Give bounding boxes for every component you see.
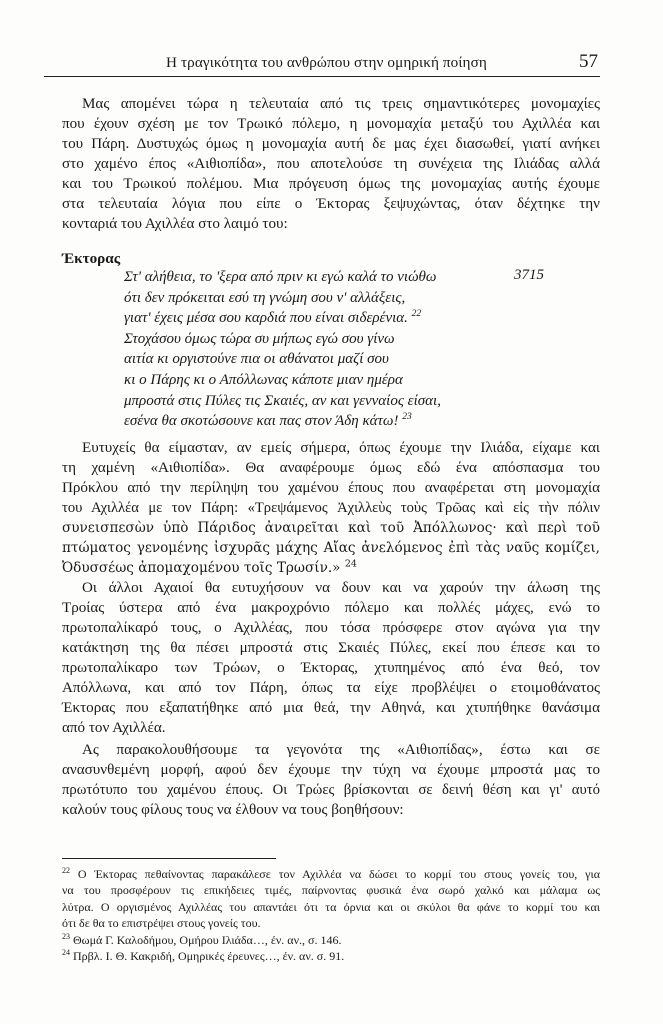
text-line: Ευτυχείς θα είμασταν, αν εμείς σήμερα, όπως έχουμε την Ιλιάδα, είχαμε και xyxy=(82,440,600,456)
footnote-23: $^{23}$ Θωμά Γ. Καλοδήμου, Ομήρου Ιλιάδα…, έν. αν., σ. 146. xyxy=(62,931,342,947)
verse-block xyxy=(124,267,564,432)
text-line: του Πάρη. Δυστυχώς όμως η μονομαχία αυτή δε μας έχει διασωθεί, γιατί ανήκει xyxy=(62,136,600,152)
text-line: κονταριά του Αχιλλέα στο λαιμό του: xyxy=(62,216,288,232)
text-line: κατάκτηση της θα πέσει μπροστά στις Σκαιές Πύλες, εκεί που έπεσε και το xyxy=(62,640,600,656)
text-line: στα τελευταία λόγια που είπε ο Έκτορας ξεψυχώντας, όταν δέχτηκε την xyxy=(62,196,600,212)
paragraph-intro xyxy=(62,94,600,234)
running-title: Η τραγικότητα του ανθρώπου στην ομηρική ποίηση xyxy=(166,54,487,71)
greek-quote-line: συνεισπεσὼν ὑπὸ Πάριδος ἀναιρεῖται καὶ τοῦ Ἀπόλλωνος· καὶ περὶ τοῦ xyxy=(62,520,600,536)
verse-line: αιτία κι οργιστούνε πια οι αθάνατοι μαζί σου xyxy=(124,351,389,368)
speaker-name: Έκτορας xyxy=(62,250,121,267)
footnote-24: $^{24}$ Πρβλ. Ι. Θ. Κακριδή, Ομηρικές έρευνες…, έν. αν. σ. 91. xyxy=(62,948,345,964)
text-line: που έχουν σχέση με τον Τρωικό πόλεμο, η μονομαχία μεταξύ του Αχιλλέα και xyxy=(62,116,600,132)
verse-line: μπροστά στις Πύλες τις Σκαιές, αν και γενναίος είσαι, xyxy=(124,392,441,409)
paragraph-aethiopis xyxy=(62,740,600,820)
text-line: Πρόκλου από την περίληψη του χαμένου έπους που αναφέρεται στη μονομαχία xyxy=(62,480,600,496)
footnote-ref: 23 xyxy=(402,412,412,423)
text-line: πρωτότυπο του χαμένου έπους. Οι Τρώες βρίσκονται σε δεινή θέση και γι' αυτό xyxy=(62,782,600,798)
text-line: Τροίας ύστερα από ένα μακροχρόνιο πόλεμο και πολλές μάχες, ενώ το xyxy=(62,600,600,616)
running-header xyxy=(44,50,600,77)
text-line: Μας απομένει τώρα η τελευταία από τις τρεις σημαντικότερες μονομαχίες xyxy=(82,96,600,112)
text-line: στο χαμένο έπος «Αιθιοπίδα», που αποτελούσε τη συνέχεια της Ιλιάδας αλλά xyxy=(62,156,600,172)
paragraph-achaeans xyxy=(62,578,600,738)
text-line: του Αχιλλέα με τον Πάρη: «Τρεψάμενος Ἀχιλλεὺς τοὺς Τρῶας καὶ εἰς τὴν πόλιν xyxy=(62,500,600,516)
footnotes xyxy=(62,866,600,964)
verse-line: κι ο Πάρης κι ο Απόλλωνας κάποτε μιαν ημέρα xyxy=(124,371,403,388)
text-line: πρωτοπαλίκαρο των Τρώων, ο Έκτορας, χτυπημένος από ένα θεό, τον xyxy=(62,660,600,676)
verse-line: Στοχάσου όμως τώρα συ μήπως εγώ σου γίνω xyxy=(124,330,395,347)
footnote-line: να του προσφέρουν τις επικήδειες τιμές, παίρνοντας φυσικά ένα σωρό χαλκό και μάλαμα ως xyxy=(62,883,600,898)
text-line: Απόλλωνα, και από τον Πάρη, όπως τα είχε προβλέψει ο ετοιμοθάνατος xyxy=(62,680,600,696)
text-line: τη χαμένη «Αιθιοπίδα». Θα αναφέρουμε όμως εδώ ένα απόσπασμα του xyxy=(62,460,600,476)
footnote-line: λύτρα. Ο οργισμένος Αχιλλέας του απαντάει ότι τα όρνια και οι σκύλοι θα φάνε το κορμί του και xyxy=(62,899,600,914)
text-line: πρωτοπαλίκαρό τους, ο Αχιλλέας, που τόσα πρόσφερε στον αγώνα για την xyxy=(62,620,600,636)
footnote-line: ότι δε θα το επιστρέψει στους γονείς του. xyxy=(62,916,261,931)
greek-quote-line: πτώματος γενομένης ἰσχυρᾶς μάχης Αἴας ἀνελόμενος ἐπὶ τὰς ναῦς κομίζει, xyxy=(62,540,600,556)
page-number: 57 xyxy=(579,51,598,72)
paragraph-proclus xyxy=(62,438,600,578)
text-line: Ας παρακολουθήσουμε τα γεγονότα της «Αιθιοπίδας», έστω και σε xyxy=(82,742,600,758)
text-line: ανασυνθεμένη μορφή, αφού δεν έχουμε την τύχη να έχουμε μπροστά μας το xyxy=(62,762,600,778)
verse-number: 3715 xyxy=(514,267,544,283)
text-line: καλούν τους φίλους τους να έλθουν να τους βοηθήσουν: xyxy=(62,802,404,818)
verse-line: εσένα θα σκοτώσουνε και πας στον Άδη κάτω! $^{23}$ xyxy=(124,412,412,430)
text-line: και του Τρωικού πολέμου. Μια πρόγευση όμως της μονομαχίας αυτής έχουμε xyxy=(62,176,600,192)
verse-line: γιατ' έχεις μέσα σου καρδιά που είναι σιδερένια. $^{22}$ xyxy=(124,309,422,327)
text-line: Οι άλλοι Αχαιοί θα ευτυχήσουν να δουν και να χαρούν την άλωση της xyxy=(82,580,600,596)
text-line: Έκτορας που εξαπατήθηκε από μια θεά, την Αθηνά, και χτυπήθηκε θανάσιμα xyxy=(62,700,600,716)
verse-line: Στ' αλήθεια, το 'ξερα από πριν κι εγώ καλά το νιώθω xyxy=(124,269,437,285)
footnote-divider xyxy=(62,858,276,859)
footnote-ref: 22 xyxy=(411,309,422,320)
verse-line: ότι δεν πρόκειται εσύ τη γνώμη σου ν' αλλάξεις, xyxy=(124,289,406,306)
footnote-ref: 24 xyxy=(344,558,357,570)
greek-quote-line: Ὀδυσσέως ἀπομαχομένου τοῖς Τρωσίν.» $^{24}$ xyxy=(62,558,357,576)
footnote-22: $^{22}$ Ο Έκτορας πεθαίνοντας παρακάλεσε τον Αχιλλέα να δώσει το κορμί του στους γονείς του, για xyxy=(62,866,600,881)
text-line: από τον Αχιλλέα. xyxy=(62,720,166,736)
